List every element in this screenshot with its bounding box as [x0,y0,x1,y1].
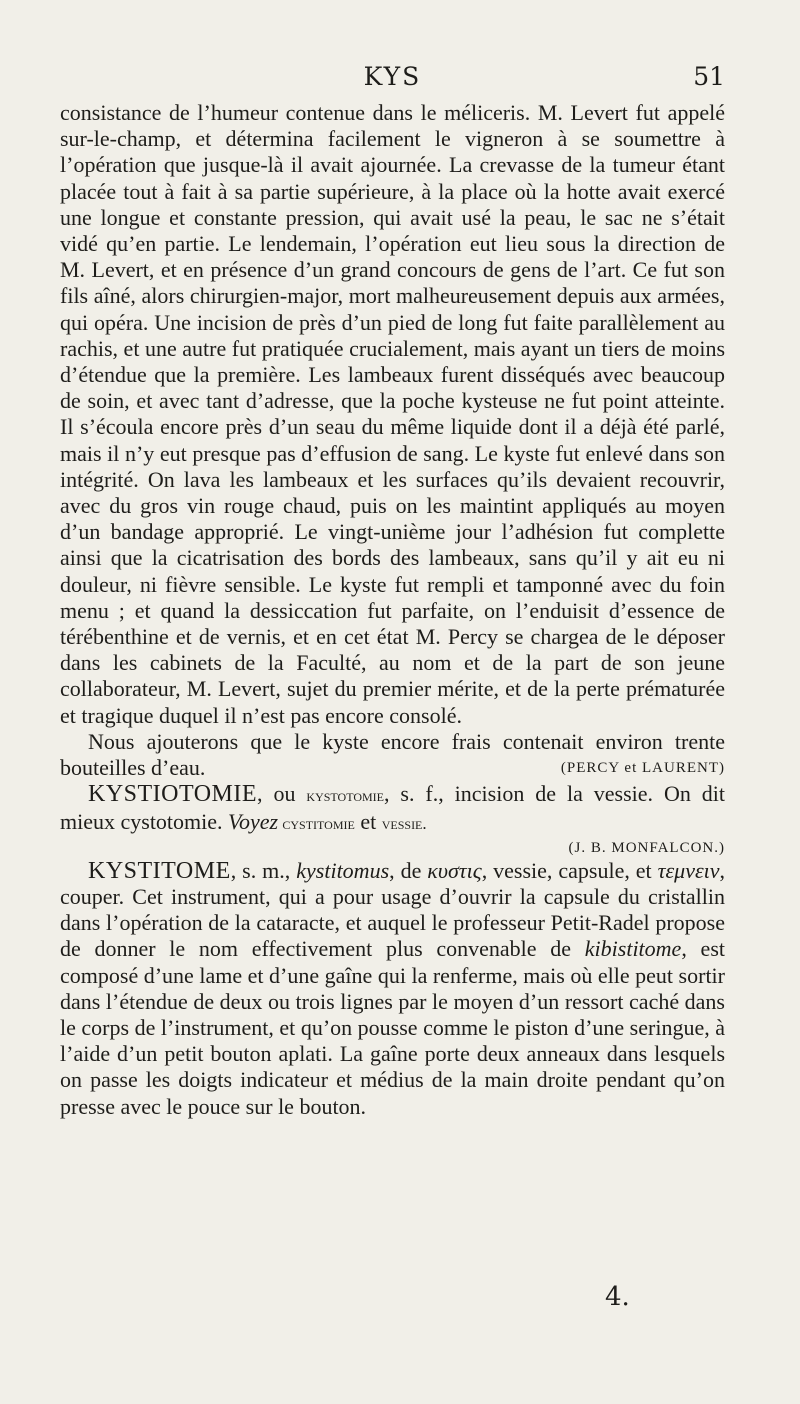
page-body [60,100,725,1120]
conclusion-text: Nous ajouterons que le kyste encore frais contenait environ trente bouteilles d’eau. [60,728,725,781]
entry-text: , s. m., [230,857,297,883]
entry-text: et [354,809,382,835]
entry-kystitome [60,858,725,1120]
entry-text: , s. f., incision de la vessie. On dit mieux cystotomie. [60,781,726,835]
entry-kystiotomie [60,781,725,837]
proposed-term: kibistitome [584,936,682,962]
cross-reference-label: Voyez [228,809,279,835]
cross-reference-cystitomie: cystitomie [278,814,355,834]
author-attribution-percy-laurent: (PERCY et LAURENT) [560,760,725,777]
entry-text: , couper. Cet instrument, qui a pour usage d’ouvrir la capsule du cristallin dans l’opération de la cataracte, et auquel le professeur Petit-Radel propose de donner le nom effectivement plus convenable de [60,857,726,962]
entry-text: , vessie, capsule, et [481,857,658,883]
entry-text: , de [389,857,428,883]
running-title: KYS [363,62,422,91]
signature-mark: 4. [605,1282,630,1312]
greek-term: τεμνειν [657,857,720,883]
author-attribution-monfalcon: (J. B. MONFALCON.) [568,839,725,856]
page-number: 51 [693,62,725,91]
paragraph-continued: consistance de l’humeur contenue dans le méliceris. M. Levert fut appelé sur-le-champ, et détermina facilement le vigneron à se soumettre à l’opération que jusque-là il avait ajournée. La crevasse de la tumeur étant placée tout à fait à sa partie supérieure, à la place où la hotte avait exercé une longue et constante pression, qui avait usé la peau, le sac ne s’était vidé qu’en partie. Le lendemain, l’opération eut lieu sous la direction de M. Levert, et en présence d’un grand concours de gens de l’art. Ce fut son fils aîné, alors chirurgien-major, mort malheureusement depuis aux armées, qui opéra. Une incision de près d’un pied de long fut faite parallèlement au rachis, et une autre fut pratiquée crucialement, mais ayant un tiers de moins d’étendue que la première. Les lambeaux furent disséqués avec beaucoup de soin, et avec tant d’adresse, que la poche kysteuse ne fut point atteinte. Il s’écoula encore près d’un seau du même liquide dont il a déjà été parlé, mais il n’y eut presque pas d’effusion de sang. Le kyste fut enlevé dans son intégrité. On lava les lambeaux et les surfaces qu’ils devaient recouvrir, avec du gros vin rouge chaud, puis on les maintint appliqués au moyen d’un bandage approprié. Le vingt-unième jour l’adhésion fut complette ainsi que la cicatrisation des bords des lambeaux, sans qu’il y ait eu ni douleur, ni fièvre sensible. Le kyste fut rempli et tamponné avec du foin menu ; et quand la dessiccation fut parfaite, on l’enduisit d’essence de térébenthine et de vernis, et en cet état M. Percy se chargea de le déposer dans les cabinets de la Faculté, au nom et de la part de son jeune collaborateur, M. Levert, sujet du premier mérite, et de la perte prématurée et tragique duquel il n’est pas encore consolé. [60,100,725,728]
entry-text: , est composé d’une lame et d’une gaîne qui la renferme, mais où elle peut sortir dans l’étendue de deux ou trois lignes par le moyen d’un ressort caché dans le corps de l’instrument, et qu’on pousse comme le piston d’une seringue, à l’aide d’un petit bouton aplati. La gaîne porte deux anneaux dans lesquels on passe les doigts indicateur et médius de la main droite pendant qu’on presse avec le pouce sur le bouton. [60,936,725,1119]
entry-text: , ou [257,781,307,807]
entry-variant: kystotomie [306,786,384,806]
cross-reference-vessie: vessie. [381,814,427,834]
paragraph-conclusion [60,729,725,781]
entry-headword: KYSTIOTOMIE [88,781,258,808]
entry-headword: KYSTITOME [88,857,231,884]
greek-term: κυστις [427,857,482,883]
running-header [60,62,725,92]
latin-term: kystitomus [296,857,390,883]
